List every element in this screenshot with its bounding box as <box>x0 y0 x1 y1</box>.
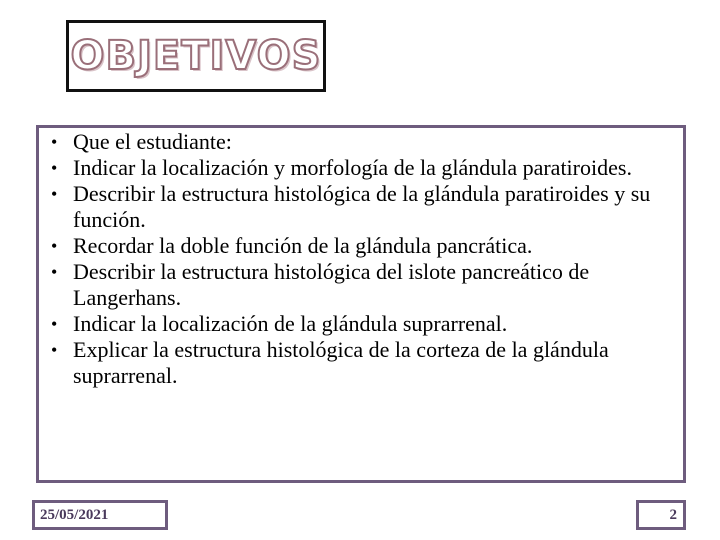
page-number-frame <box>636 500 686 530</box>
list-item-text: Describir la estructura histológica de la glándula paratiroides y su función. <box>73 181 651 232</box>
list-item-text: Describir la estructura histológica del islote pancreático de Langerhans. <box>73 259 590 310</box>
bullet-icon: • <box>51 184 58 204</box>
page-number: 2 <box>669 506 677 523</box>
bullet-icon: • <box>51 262 58 282</box>
bullet-icon: • <box>51 132 58 152</box>
bullet-icon: • <box>51 314 58 334</box>
list-item-text: Explicar la estructura histológica de la corteza de la glándula suprarrenal. <box>73 337 609 388</box>
content-frame <box>36 125 686 483</box>
slide-date: 25/05/2021 <box>40 506 109 523</box>
list-item-text: Indicar la localización y morfología de la glándula paratiroides. <box>73 155 632 180</box>
bullet-icon: • <box>51 158 58 178</box>
list-item <box>51 233 683 259</box>
list-item <box>51 155 683 181</box>
bullet-icon: • <box>51 340 58 360</box>
list-item-text: Recordar la doble función de la glándula pancrática. <box>73 233 533 258</box>
list-item <box>51 259 683 311</box>
slide-title: OBJETIVOS <box>70 33 322 79</box>
list-item <box>51 129 683 155</box>
list-item <box>51 311 683 337</box>
title-frame <box>66 20 326 92</box>
list-item-text: Indicar la localización de la glándula suprarrenal. <box>73 311 508 336</box>
list-item <box>51 181 683 233</box>
date-frame <box>32 500 168 530</box>
list-item-text: Que el estudiante: <box>73 129 232 154</box>
bullet-icon: • <box>51 236 58 256</box>
objectives-list <box>51 129 683 389</box>
list-item <box>51 337 683 389</box>
